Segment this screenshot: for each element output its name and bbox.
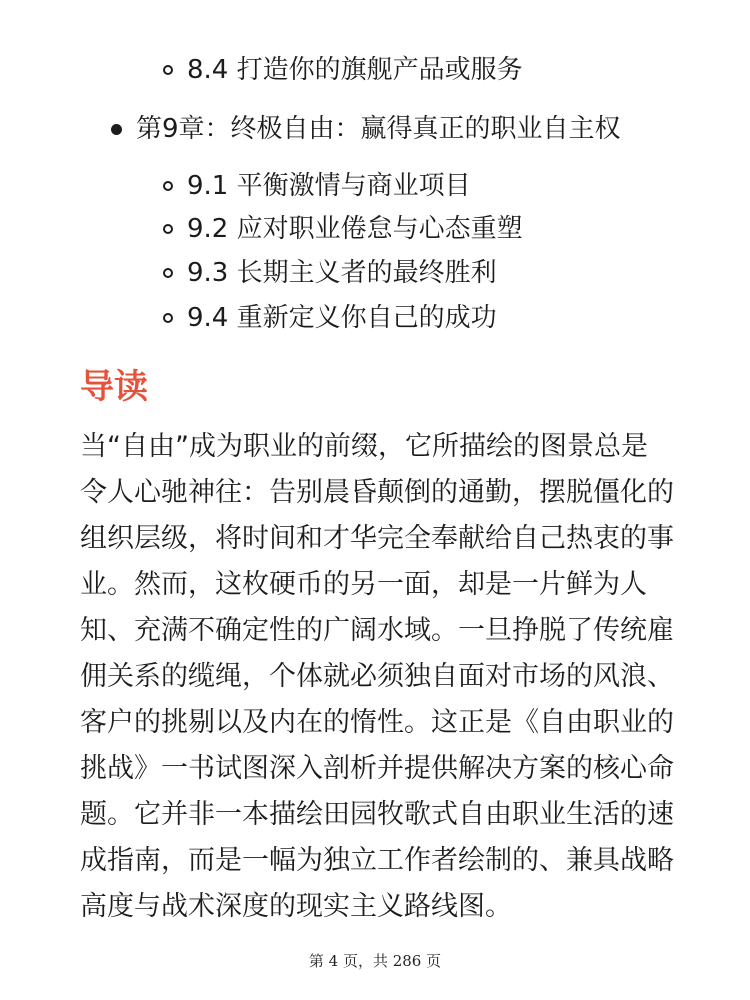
- toc-item-text: 9.2 应对职业倦怠与心态重塑: [187, 214, 523, 244]
- section-heading: 导读: [80, 367, 148, 407]
- toc-chapter-9: [111, 111, 621, 147]
- hollow-bullet-icon: [163, 313, 173, 323]
- paragraph-line: 知、充满不确定性的广阔水域。一旦挣脱了传统雇: [80, 615, 674, 646]
- hollow-bullet-icon: [163, 224, 173, 234]
- intro-paragraph: [80, 424, 674, 930]
- hollow-bullet-icon: [163, 181, 173, 191]
- toc-item-text: 9.4 重新定义你自己的成功: [187, 303, 497, 333]
- solid-bullet-icon: [111, 124, 122, 135]
- paragraph-line: 客户的挑剔以及内在的惰性。这正是《自由职业的: [80, 707, 674, 738]
- hollow-bullet-icon: [163, 65, 173, 75]
- page-number-footer: 第 4 页，共 286 页: [308, 952, 442, 970]
- paragraph-line: 组织层级，将时间和才华完全奉献给自己热衷的事: [80, 523, 674, 554]
- hollow-bullet-icon: [163, 268, 173, 278]
- toc-item-9-1: [163, 168, 471, 204]
- paragraph-line: 成指南，而是一幅为独立工作者绘制的、兼具战略: [80, 845, 674, 876]
- toc-item-8-4: [163, 52, 523, 88]
- toc-item-text: 9.1 平衡激情与商业项目: [187, 171, 471, 201]
- toc-item-text: 8.4 打造你的旗舰产品或服务: [187, 55, 523, 85]
- toc-item-text: 9.3 长期主义者的最终胜利: [187, 258, 497, 288]
- toc-item-9-2: [163, 211, 523, 247]
- paragraph-line: 令人心驰神往：告别晨昏颠倒的通勤，摆脱僵化的: [80, 477, 674, 508]
- paragraph-line: 高度与战术深度的现实主义路线图。: [80, 891, 512, 922]
- paragraph-line: 题。它并非一本描绘田园牧歌式自由职业生活的速: [80, 799, 674, 830]
- paragraph-line: 业。然而，这枚硬币的另一面，却是一片鲜为人: [80, 569, 647, 600]
- paragraph-line: 当“自由”成为职业的前缀，它所描绘的图景总是: [80, 431, 648, 462]
- paragraph-line: 挑战》一书试图深入剖析并提供解决方案的核心命: [80, 753, 674, 784]
- paragraph-line: 佣关系的缆绳，个体就必须独自面对市场的风浪、: [80, 661, 674, 692]
- toc-item-9-3: [163, 255, 497, 291]
- toc-item-text: 第9章：终极自由：赢得真正的职业自主权: [136, 114, 621, 144]
- toc-item-9-4: [163, 300, 497, 336]
